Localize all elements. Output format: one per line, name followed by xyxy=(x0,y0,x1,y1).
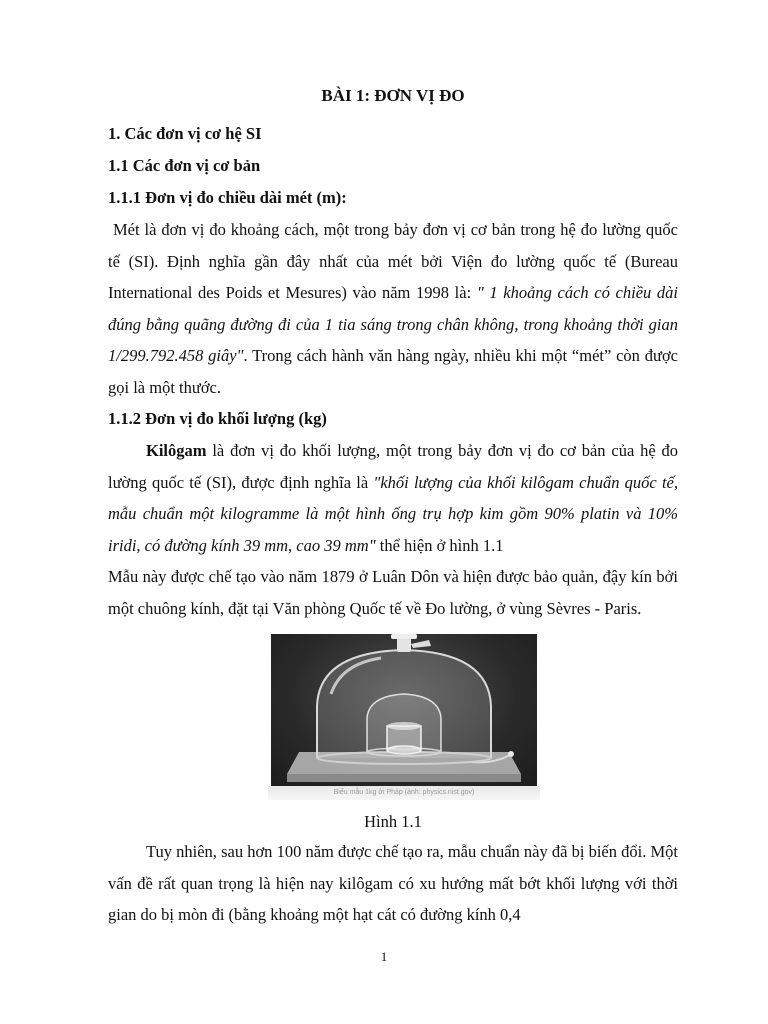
paragraph-sample: Mẫu này được chế tạo vào năm 1879 ở Luân Dôn và hiện được bảo quản, đậy kín bởi một chuông kính, đặt tại Văn phòng Quốc tế về Đo lường, ở vùng Sèvres - Paris. xyxy=(108,567,678,618)
heading-section-1-1-1: 1.1.1 Đơn vị đo chiều dài mét (m): xyxy=(108,188,347,207)
figure-caption: Hình 1.1 xyxy=(364,812,422,831)
kilogram-text: là đơn vị đo khối lượng, một trong bảy đơn vị đo cơ bản của hệ đo lường quốc tế (SI), được định nghĩa là xyxy=(108,441,678,492)
kilogram-prototype-photo xyxy=(271,634,537,786)
paragraph-meter xyxy=(108,214,678,403)
page-title: BÀI 1: ĐƠN VỊ ĐO xyxy=(321,86,465,105)
paragraph-however: Tuy nhiên, sau hơn 100 năm được chế tạo ra, mẫu chuẩn này đã bị biến đổi. Một vấn đề rất quan trọng là hiện nay kilôgam có xu hướng mất bớt khối lượng với thời gian do bị mòn đi (bằng khoảng một hạt cát có đường kính 0,4 xyxy=(108,842,678,924)
bell-jar-illustration xyxy=(271,634,537,786)
meter-text: Mét là đơn vị đo khoảng cách, một trong bảy đơn vị cơ bản trong hệ đo lường quốc tế (SI). Định nghĩa gần đây nhất của mét bởi Viện đo lường quốc tế (Bureau International des Poids et Mesures) vào năm 1998 là: xyxy=(108,220,678,302)
figure-credit: Biểu mẫu 1kg ởi Pháp (ảnh: physics.nist.gov) xyxy=(268,786,540,800)
heading-section-1-1: 1.1 Các đơn vị cơ bản xyxy=(108,156,261,175)
meter-definition-quote: " 1 khoảng cách có chiều dài đúng bằng quãng đường đi của 1 tia sáng trong chân không, trong khoảng thời gian 1/299.792.458 giây" xyxy=(108,283,678,365)
document-page xyxy=(108,80,678,931)
kilogram-term: Kilôgam xyxy=(146,441,207,460)
page-number: 1 xyxy=(380,949,388,964)
figure-kilogram-prototype xyxy=(268,634,540,802)
meter-tail: . Trong cách hành văn hàng ngày, nhiều khi một “mét” còn được gọi là một thước. xyxy=(108,346,678,397)
kilogram-definition-quote: "khối lượng của khối kilôgam chuẩn quốc tế, mẫu chuẩn một kilogramme là một hình ống trụ hợp kim gồm 90% platin và 10% iridi, có đường kính 39 mm, cao 39 mm" xyxy=(108,472,678,555)
kilogram-tail: thể hiện ở hình 1.1 xyxy=(375,535,504,555)
heading-section-1: 1. Các đơn vị cơ hệ SI xyxy=(108,124,262,143)
paragraph-kilogram xyxy=(108,435,678,561)
heading-section-1-1-2: 1.1.2 Đơn vị đo khối lượng (kg) xyxy=(108,409,327,428)
